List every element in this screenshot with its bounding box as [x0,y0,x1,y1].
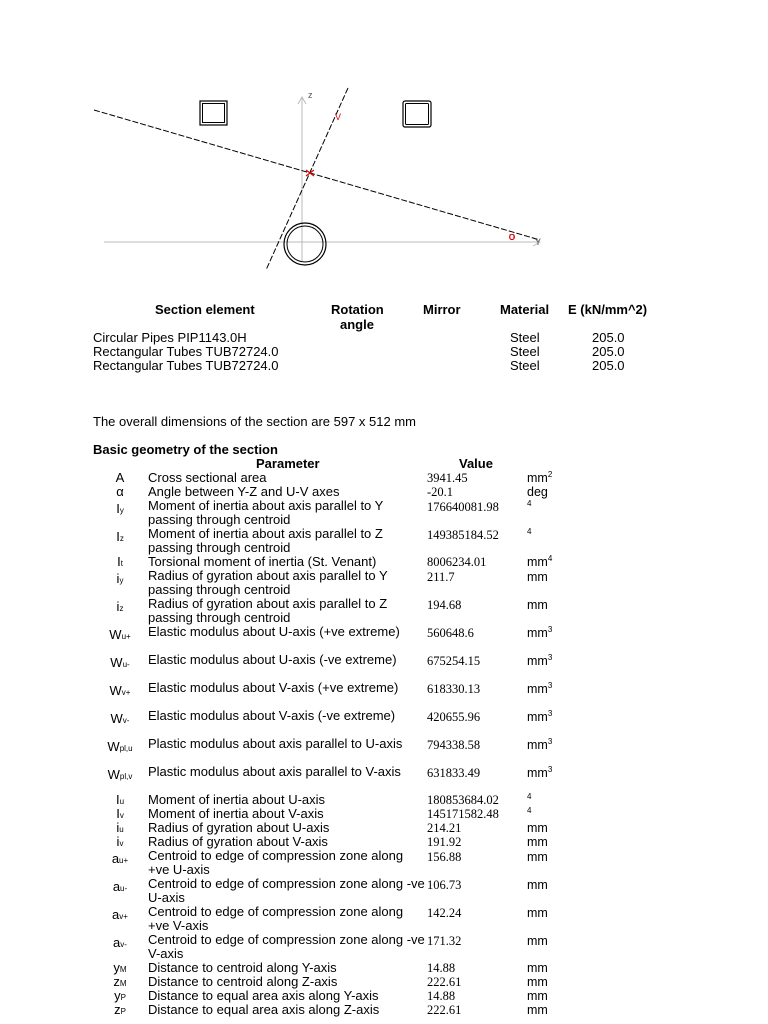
param-unit [527,500,531,514]
param-symbol [96,684,144,700]
param-unit-text: mm [527,821,548,835]
left-rectangular-tube-inner [203,104,225,123]
param-symbol-subscript: y [119,506,124,515]
param-symbol-subscript: v [119,839,124,848]
param-value: 191.92 [427,835,462,849]
section-diagram [0,0,768,290]
param-unit-superscript: 4 [527,792,532,801]
param-unit [527,934,548,948]
param-unit [527,975,548,989]
param-unit-text: mm [527,626,548,640]
param-symbol [96,936,144,952]
param-description: Radius of gyration about U-axis [148,820,330,835]
param-unit-superscript: 3 [547,681,553,690]
z-axis-label: z [308,90,313,100]
param-unit [527,807,531,821]
param-value: 180853684.02 [427,793,499,807]
param-symbol-subscript: z [119,604,124,613]
param-symbol [96,572,144,588]
param-value: 631833.49 [427,766,481,780]
col-header-e: E (kN/mm^2) [568,302,648,317]
param-symbol-subscript: v- [120,940,127,949]
param-description: Moment of inertia about U-axis [148,792,326,807]
right-rectangular-tube-outer [403,101,431,127]
param-value: 149385184.52 [427,528,499,542]
param-symbol-subscript: u- [120,884,128,893]
param-value: 194.68 [427,598,462,612]
param-value: 675254.15 [427,654,481,668]
param-symbol [96,768,144,784]
param-value: -20.1 [427,485,454,499]
param-description: Moment of inertia about axis parallel to Y passing through centroid [148,498,384,527]
param-value: 14.88 [427,961,456,975]
param-symbol [96,852,144,868]
param-unit [527,710,552,724]
param-value: 14.88 [427,989,456,1003]
param-symbol-main: I [117,554,121,569]
col-header-rotation-angle: angle [340,317,374,332]
param-unit-superscript: 4 [547,554,553,563]
param-unit [527,766,552,780]
circular-pipe-outer [284,223,326,265]
param-description: Torsional moment of inertia (St. Venant) [148,554,377,569]
param-symbol-main: i [116,599,120,614]
right-rectangular-tube-inner [406,104,429,125]
param-symbol-main: z [113,974,120,989]
param-unit-superscript: 4 [527,499,532,508]
param-symbol-subscript: v- [122,716,130,725]
param-symbol-main: y [114,988,121,1003]
param-value: 8006234.01 [427,555,487,569]
param-description: Elastic modulus about U-axis (-ve extreme) [148,652,397,667]
param-symbol-main: i [116,571,120,586]
param-unit [527,989,548,1003]
param-symbol-subscript: u- [122,660,130,669]
left-rectangular-tube-outer [200,101,227,125]
param-unit-superscript: 4 [527,806,532,815]
param-description: Distance to centroid along Y-axis [148,960,337,975]
param-unit [527,471,552,485]
param-symbol-main: a [112,879,121,894]
circular-pipe-inner [287,226,323,262]
param-unit-superscript: 3 [547,765,553,774]
param-description: Radius of gyration about axis parallel to Z passing through centroid [148,596,388,625]
param-description: Moment of inertia about axis parallel to Z passing through centroid [148,526,383,555]
param-symbol-subscript: y [119,576,124,585]
param-unit-text: mm [527,738,548,752]
param-value: 106.73 [427,878,462,892]
param-symbol [96,485,144,501]
param-unit [527,906,548,920]
param-symbol-main: W [107,739,120,754]
u-axis-label: U [509,233,515,242]
param-value: 214.21 [427,821,462,835]
param-unit [527,793,531,807]
param-unit-superscript: 3 [547,737,553,746]
table-row-element: Circular Pipes PIP1143.0H [93,330,247,345]
param-description: Radius of gyration about V-axis [148,834,328,849]
param-description: Centroid to edge of compression zone along -ve V-axis [148,932,425,961]
param-symbol [96,835,144,851]
param-description: Distance to equal area axis along Z-axis [148,1002,380,1017]
centroid-marker [306,170,314,176]
param-unit-superscript: 3 [547,625,553,634]
param-description: Centroid to edge of compression zone along +ve V-axis [148,904,404,933]
param-symbol-main: W [109,627,122,642]
param-unit [527,850,548,864]
col-header-parameter: Parameter [256,456,320,471]
param-symbol-main: I [116,806,120,821]
param-symbol [96,740,144,756]
param-description: Plastic modulus about axis parallel to V-axis [148,764,401,779]
param-value: 794338.58 [427,738,481,752]
param-value: 171.32 [427,934,462,948]
param-symbol-subscript: P [120,993,126,1002]
param-symbol-main: a [113,935,121,950]
param-symbol-main: I [116,501,120,516]
param-unit-superscript: 3 [547,653,553,662]
param-description: Cross sectional area [148,470,267,485]
param-symbol-main: i [116,820,120,835]
param-value: 420655.96 [427,710,481,724]
param-unit-text: mm [527,570,548,584]
param-unit-text: deg [527,485,548,499]
table-row-material: Steel [510,330,540,345]
param-symbol-subscript: P [120,1007,126,1016]
param-unit-text: mm [527,906,548,920]
param-symbol-subscript: v+ [119,912,128,921]
param-description: Moment of inertia about V-axis [148,806,324,821]
param-symbol [96,880,144,896]
param-description: Elastic modulus about U-axis (+ve extreme) [148,624,400,639]
param-symbol-subscript: v [119,811,124,820]
param-value: 222.61 [427,1003,462,1017]
param-symbol-main: W [110,655,123,670]
table-row-element: Rectangular Tubes TUB72724.0 [93,358,279,373]
param-value: 560648.6 [427,626,474,640]
param-unit-text: mm [527,654,548,668]
param-symbol-subscript: u [119,797,125,806]
y-axis-label: Y [535,237,542,247]
overall-dimensions-text: The overall dimensions of the section are 597 x 512 mm [93,414,417,429]
param-symbol [96,628,144,644]
param-value: 618330.13 [427,682,481,696]
param-symbol [96,712,144,728]
param-symbol [96,656,144,672]
param-description: Distance to equal area axis along Y-axis [148,988,379,1003]
param-unit-text: mm [527,878,548,892]
param-symbol [96,1003,144,1019]
table-row-e: 205.0 [592,344,625,359]
param-unit-text: mm [527,1003,548,1017]
param-symbol-main: A [115,470,125,485]
param-description: Elastic modulus about V-axis (+ve extreme) [148,680,399,695]
param-unit [527,485,548,499]
param-unit-text: mm [527,975,548,989]
param-symbol-main: I [115,792,120,807]
param-unit-superscript: 4 [527,527,532,536]
param-unit [527,1003,548,1017]
table-row-material: Steel [510,344,540,359]
param-value: 211.7 [427,570,455,584]
param-unit [527,961,548,975]
param-unit-text: mm [527,682,548,696]
param-value: 145171582.48 [427,807,499,821]
param-unit [527,821,548,835]
param-symbol-main: a [111,851,120,866]
param-symbol-subscript: u+ [119,856,129,865]
param-symbol-main: I [116,529,120,544]
param-description: Radius of gyration about axis parallel to Y passing through centroid [148,568,388,597]
param-symbol-subscript: t [120,559,123,568]
param-symbol-subscript: v+ [121,688,131,697]
param-description: Centroid to edge of compression zone along +ve U-axis [148,848,404,877]
param-value: 156.88 [427,850,462,864]
param-symbol-subscript: u+ [121,632,131,641]
param-unit [527,570,548,584]
param-symbol-subscript: pl,u [119,744,133,753]
param-description: Distance to centroid along Z-axis [148,974,338,989]
param-unit-text: mm [527,989,548,1003]
param-symbol-subscript: z [119,534,124,543]
col-header-rotation: Rotation [331,302,384,317]
param-unit [527,682,552,696]
param-value: 222.61 [427,975,462,989]
param-unit-text: mm [527,710,548,724]
param-unit-text: mm [527,850,548,864]
col-header-material: Material [500,302,550,317]
param-symbol-main: i [116,834,120,849]
u-axis-line [94,110,540,240]
basic-geometry-title: Basic geometry of the section [93,442,278,457]
param-unit-text: mm [527,835,548,849]
param-value: 3941.45 [427,471,468,485]
param-unit [527,528,531,542]
param-symbol [96,908,144,924]
param-unit [527,835,548,849]
param-unit [527,598,548,612]
param-symbol-subscript: u [119,825,124,834]
table-row-e: 205.0 [592,330,625,345]
table-row-element: Rectangular Tubes TUB72724.0 [93,344,279,359]
param-symbol-main: W [107,767,120,782]
param-description: Angle between Y-Z and U-V axes [148,484,340,499]
param-symbol [96,600,144,616]
param-unit-text: mm [527,766,548,780]
param-value: 142.24 [427,906,462,920]
param-symbol-subscript: M [119,979,127,988]
table-row-material: Steel [510,358,540,373]
col-header-mirror: Mirror [423,302,461,317]
table-row-e: 205.0 [592,358,625,373]
param-unit-text: mm [527,934,548,948]
param-symbol-main: a [112,907,120,922]
param-unit [527,878,548,892]
v-axis-label: V [335,112,342,122]
param-symbol-main: W [109,683,122,698]
param-symbol-main: y [113,960,120,975]
param-unit [527,654,552,668]
col-header-section-element: Section element [155,302,255,317]
param-unit-text: mm [527,471,548,485]
param-description: Plastic modulus about axis parallel to U-axis [148,736,403,751]
param-unit [527,555,552,569]
param-symbol-main: α [116,484,124,499]
param-unit-text: mm [527,598,548,612]
param-description: Centroid to edge of compression zone along -ve U-axis [148,876,425,905]
param-unit [527,626,552,640]
param-unit-text: mm [527,555,548,569]
param-unit-superscript: 2 [547,470,553,479]
param-unit [527,738,552,752]
param-symbol [96,502,144,518]
param-description: Elastic modulus about V-axis (-ve extreme) [148,708,396,723]
param-value: 176640081.98 [427,500,499,514]
param-symbol-subscript: M [119,965,127,974]
param-symbol-subscript: pl,v [119,772,133,781]
param-symbol-main: W [110,711,123,726]
param-symbol [96,530,144,546]
param-symbol-main: z [114,1002,121,1017]
param-symbol [96,555,144,571]
col-header-value: Value [459,456,493,471]
param-unit-superscript: 3 [547,709,553,718]
param-unit-text: mm [527,961,548,975]
